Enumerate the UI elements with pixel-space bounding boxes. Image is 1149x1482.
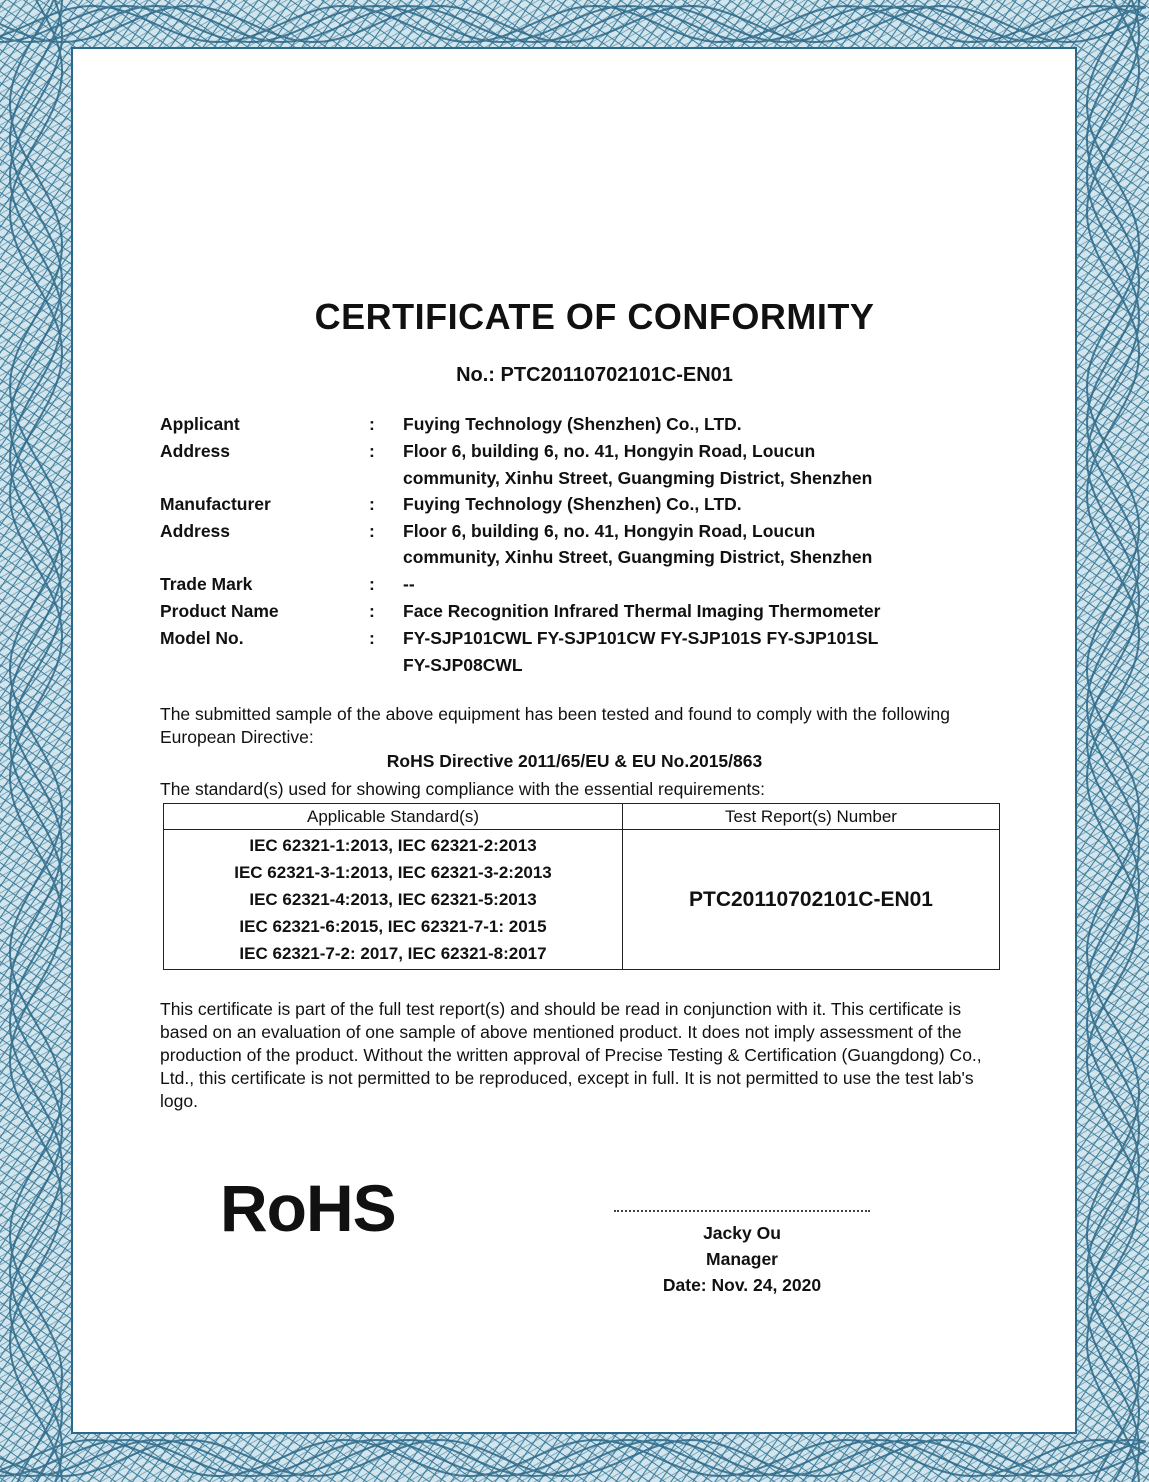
- directive-line: RoHS Directive 2011/65/EU & EU No.2015/863: [386, 751, 763, 771]
- rohs-logo: RoHS: [220, 1171, 396, 1245]
- signatory-name: Jacky Ou: [703, 1223, 781, 1243]
- field-label-product-name: Product Name: [160, 601, 279, 621]
- field-value-applicant-address-line1: Floor 6, building 6, no. 41, Hongyin Road, Loucun: [403, 441, 816, 461]
- field-value-applicant-address-line2: community, Xinhu Street, Guangming District, Shenzhen: [403, 468, 873, 488]
- field-value-manufacturer-address-line1: Floor 6, building 6, no. 41, Hongyin Road, Loucun: [403, 521, 816, 541]
- signature-line: [614, 1210, 870, 1212]
- header-applicable-standards: Applicable Standard(s): [164, 804, 623, 830]
- signature-date: Date: Nov. 24, 2020: [662, 1275, 822, 1295]
- standards-intro: The standard(s) used for showing compliance with the essential requirements:: [160, 779, 766, 799]
- standards-list: [164, 830, 623, 970]
- certificate-title: CERTIFICATE OF CONFORMITY: [314, 296, 875, 337]
- field-label-manufacturer: Manufacturer: [160, 494, 271, 514]
- field-colon: :: [369, 521, 375, 541]
- field-value-model-no-line2: FY-SJP08CWL: [403, 655, 523, 675]
- field-label-model-no: Model No.: [160, 628, 244, 648]
- field-label-trade-mark: Trade Mark: [160, 574, 253, 594]
- signatory-role: Manager: [706, 1249, 778, 1269]
- field-colon: :: [369, 494, 375, 514]
- field-value-manufacturer-address-line2: community, Xinhu Street, Guangming District, Shenzhen: [403, 547, 873, 567]
- standards-table: [163, 803, 1000, 970]
- field-value-product-name: Face Recognition Infrared Thermal Imaging Thermometer: [403, 601, 881, 621]
- field-colon: :: [369, 414, 375, 434]
- standard-item: IEC 62321-4:2013, IEC 62321-5:2013: [249, 890, 537, 909]
- report-number-cell: [623, 830, 1000, 970]
- standard-item: IEC 62321-6:2015, IEC 62321-7-1: 2015: [239, 917, 547, 936]
- certificate-number: No.: PTC20110702101C-EN01: [456, 364, 733, 386]
- field-label-applicant-address: Address: [160, 441, 231, 461]
- standard-item: IEC 62321-3-1:2013, IEC 62321-3-2:2013: [234, 863, 552, 882]
- field-value-model-no-line1: FY-SJP101CWL FY-SJP101CW FY-SJP101S FY-SJP101SL: [403, 628, 879, 648]
- standard-item: IEC 62321-7-2: 2017, IEC 62321-8:2017: [239, 944, 547, 963]
- disclaimer-text: This certificate is part of the full test report(s) and should be read in conjunction with it. This certificate is based on an evaluation of one sample of above mentioned product. It does not imply assessment of the production of the product. Without the written approval of Precise Testing & Certification (Guangdong) Co., Ltd., this certificate is not permitted to be reproduced, except in full. It is not permitted to use the test lab's logo.: [160, 999, 982, 1111]
- field-label-applicant: Applicant: [160, 414, 240, 434]
- field-value-manufacturer: Fuying Technology (Shenzhen) Co., LTD.: [403, 494, 742, 514]
- field-value-applicant: Fuying Technology (Shenzhen) Co., LTD.: [403, 414, 742, 434]
- field-colon: :: [369, 441, 375, 461]
- field-colon: :: [369, 601, 375, 621]
- header-test-report-number: Test Report(s) Number: [623, 804, 1000, 830]
- field-value-trade-mark: --: [403, 574, 415, 594]
- field-colon: :: [369, 574, 375, 594]
- report-number: PTC20110702101C-EN01: [688, 887, 933, 911]
- compliance-statement: The submitted sample of the above equipment has been tested and found to comply with the following European Directive:: [160, 704, 950, 747]
- field-label-manufacturer-address: Address: [160, 521, 231, 541]
- field-colon: :: [369, 628, 375, 648]
- standard-item: IEC 62321-1:2013, IEC 62321-2:2013: [249, 836, 537, 855]
